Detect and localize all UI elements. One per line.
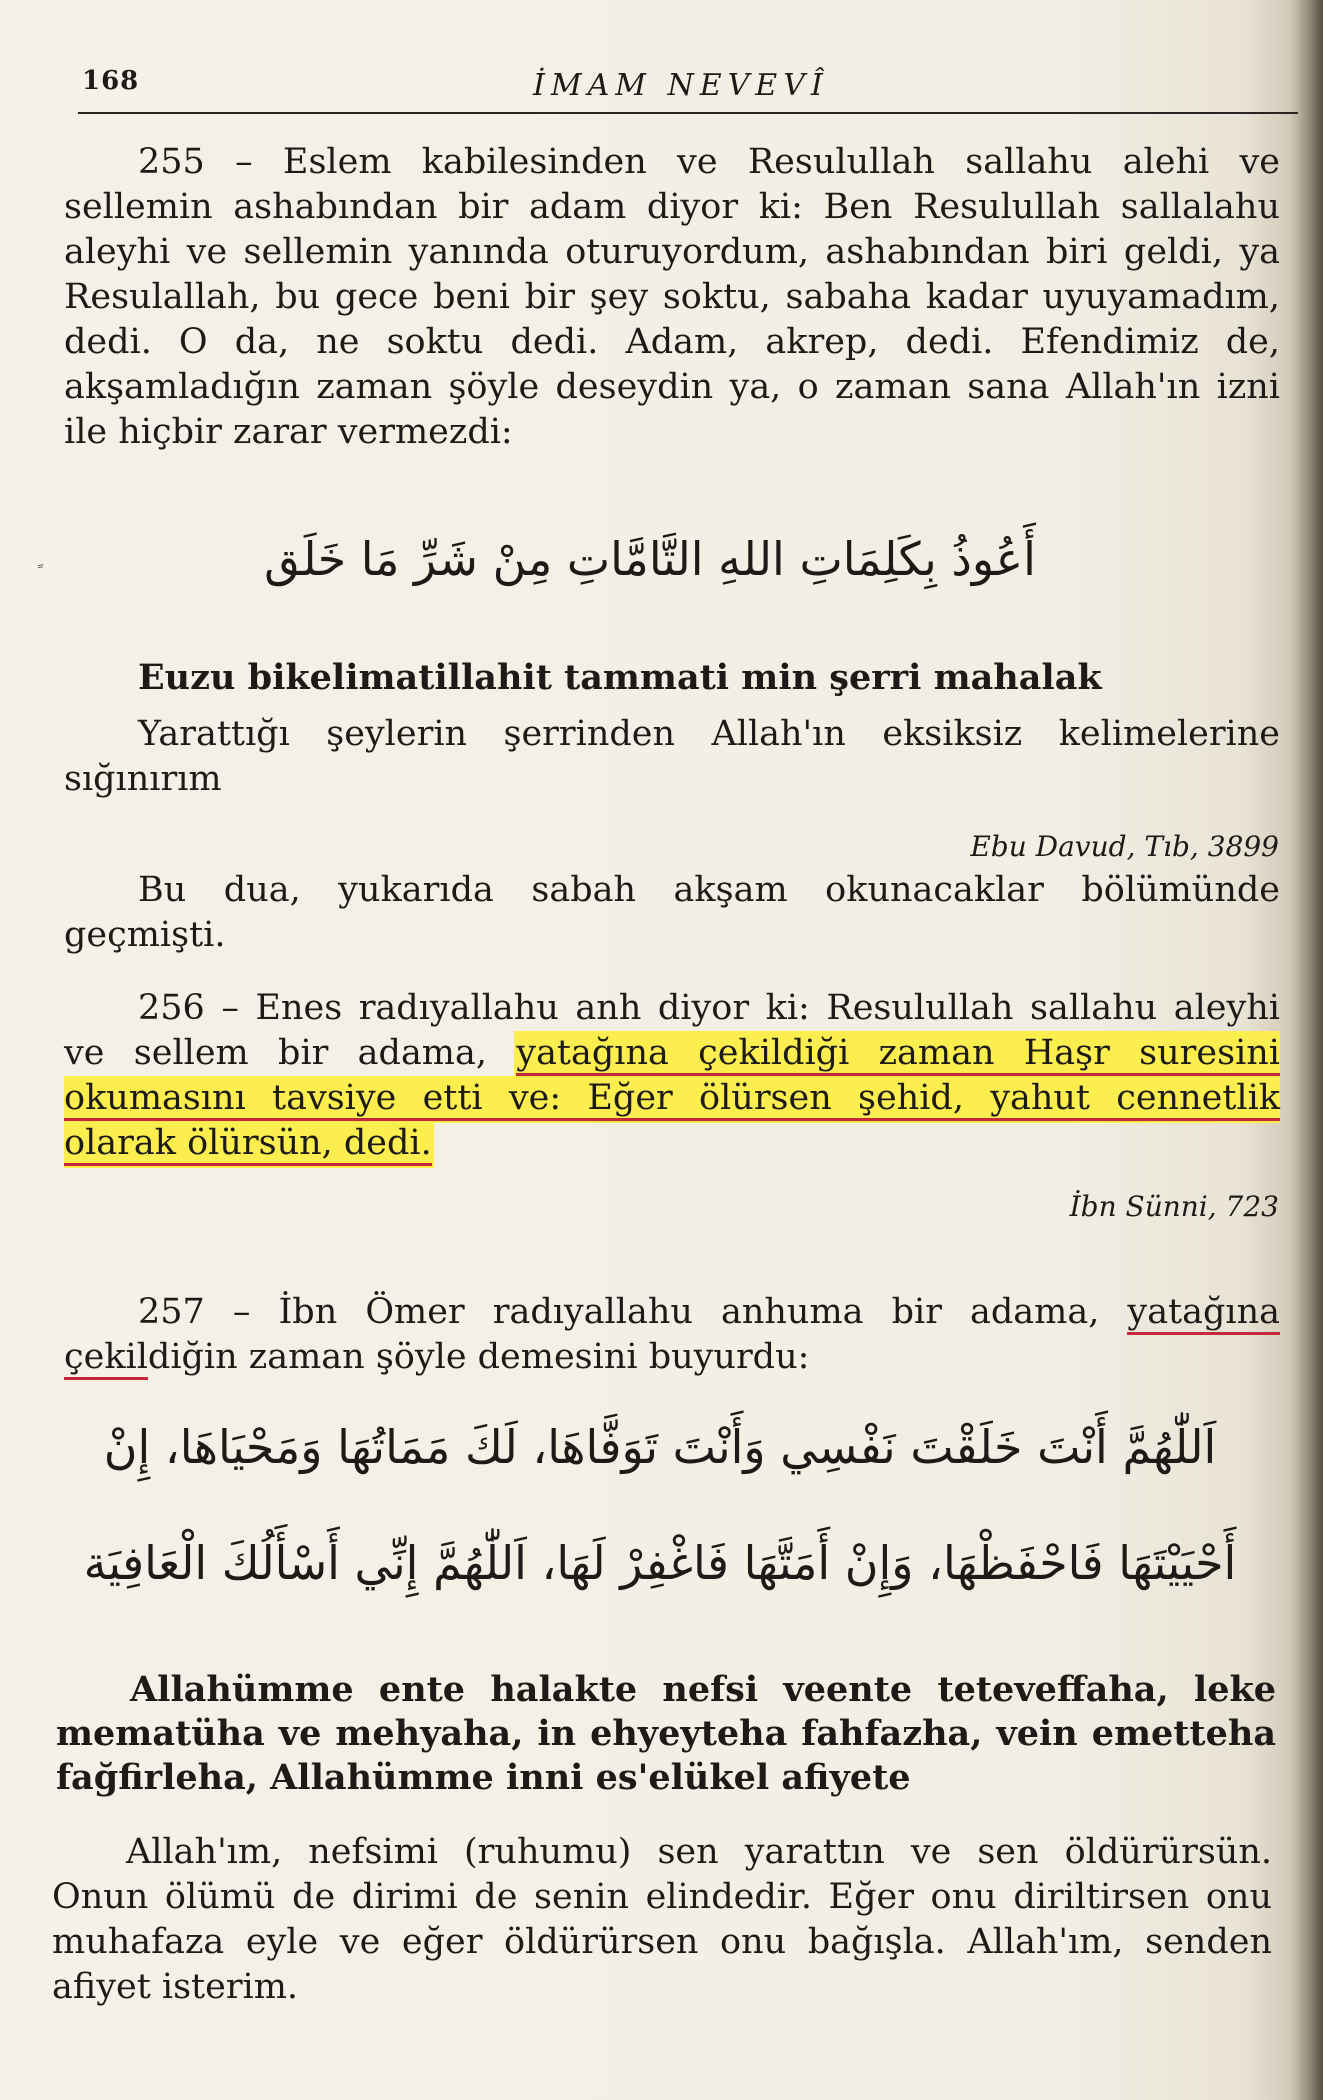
- arabic-prayer-257-line1: اَللّٰهُمَّ أَنْتَ خَلَقْتَ نَفْسِي وَأَنْتَ تَوَفَّاهَا، لَكَ مَمَاتُهَا وَمَحْيَاهَا، إِنْ: [103, 1420, 1217, 1474]
- hadith-256-source: İbn Sünni, 723: [1069, 1190, 1279, 1223]
- hadith-256-text: [64, 986, 1280, 1166]
- hadith-257-text: [64, 1290, 1280, 1380]
- hadith-256-text-before: 256 – Enes radıyallahu anh diyor ki: Resulullah sallahu aleyhi ve sellem bir adama,: [64, 988, 1280, 1073]
- hadith-255-meaning-block: [64, 712, 1280, 802]
- hadith-257-transliteration-block: [56, 1668, 1276, 1800]
- hadith-257: [64, 1290, 1280, 1380]
- hadith-257-meaning: Allah'ım, nefsimi (ruhumu) sen yarattın ve sen öldürürsün. Onun ölümü de dirimi de senin elindedir. Eğer onu diriltirsen onu muhafaza eyle ve eğer öldürürsen onu bağışla. Allah'ım, senden afiyet isterim.: [52, 1832, 1272, 2007]
- highlighted-passage: yatağına çekildiği zaman Haşr suresini okumasını tavsiye etti ve: Eğer ölürsen şehid, yahut cennetlik olarak ölürsün, dedi.: [64, 1033, 1280, 1166]
- page-header: [78, 58, 1298, 114]
- arabic-prayer-255: أَعُوذُ بِكَلِمَاتِ اللهِ التَّامَّاتِ مِنْ شَرِّ مَا خَلَق: [264, 532, 1036, 586]
- hadith-255-note-block: [64, 868, 1280, 958]
- page-number: 168: [82, 66, 140, 96]
- hadith-255: [64, 140, 1280, 455]
- hadith-255-text: 255 – Eslem kabilesinden ve Resulullah sallahu alehi ve sellemin ashabından bir adam diyor ki: Ben Resulullah sallalahu aleyhi ve sellemin yanında oturuyordum, ashabından biri geldi, ya Resulallah, bu gece beni bir şey soktu, sabaha kadar uyuyamadım, dedi. O da, ne soktu dedi. Adam, akrep, dedi. Efendimiz de, akşamladığın zaman şöyle deseydin ya, o zaman sana Allah'ın izni ile hiçbir zarar vermezdi:: [64, 142, 1280, 452]
- hadith-257-meaning-block: [52, 1830, 1272, 2010]
- running-head: İMAM NEVEVÎ: [533, 68, 829, 103]
- page-edge-shadow: [1289, 0, 1323, 2100]
- hadith-255-meaning: Yarattığı şeylerin şerrinden Allah'ın eksiksiz kelimelerine sığınırım: [64, 714, 1280, 799]
- hadith-255-transliteration-block: [64, 656, 1280, 700]
- hadith-257-transliteration: Allahümme ente halakte nefsi veente teteveffaha, leke mematüha ve mehyaha, in ehyeyteha fahfazha, vein emetteha fağfirleha, Allahümme inni es'elükel afiyete: [56, 1669, 1276, 1798]
- hadith-257-text-before: 257 – İbn Ömer radıyallahu anhuma bir adama,: [138, 1292, 1128, 1332]
- hadith-255-transliteration: Euzu bikelimatillahit tammati min şerri mahalak: [138, 657, 1102, 698]
- arabic-prayer-257-line2: أَحْيَيْتَهَا فَاحْفَظْهَا، وَإِنْ أَمَتَّهَا فَاغْفِرْ لَهَا، اَللّٰهُمَّ إِنِّي أَسْأَلُكَ الْعَافِيَة: [83, 1536, 1237, 1590]
- hadith-256: [64, 986, 1280, 1166]
- hadith-255-note: Bu dua, yukarıda sabah akşam okunacaklar bölümünde geçmişti.: [64, 870, 1280, 955]
- hadith-255-source: Ebu Davud, Tıb, 3899: [970, 830, 1279, 863]
- underlined-phrase: yatağına çekil: [64, 1292, 1280, 1380]
- hadith-257-text-after: diğin zaman şöyle demesini buyurdu:: [147, 1337, 810, 1377]
